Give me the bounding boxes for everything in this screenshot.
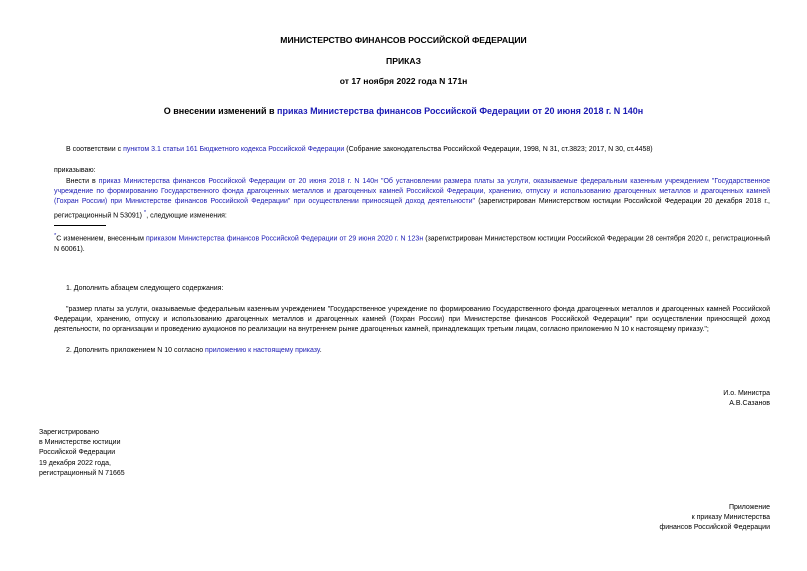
registration-block [39,428,125,479]
appendix-line: Приложение [728,504,770,511]
paragraph-1: Внести в приказ Министерства финансов Российской Федерации от 20 июня 2018 г. N 140н "Об установлении размера платы за услуги, оказываемые федеральным казенным учреждением "Государственное учреждение по формированию Государственного фонда драгоценных металлов и драгоценных камней Российской Федерации, хранению, отпуску и использованию драгоценных металлов и драгоценных камней (Гохран России) при Министерстве финансов Российской Федерации" при осуществлении приносящей доход деятельности" (зарегистрирован Министерством юстиции Российской Федерации 20 декабря 2018 г., регистрационный N 53091) *, следующие изменения: [54,178,771,219]
order-title [0,106,807,116]
orders-word: приказываю: [54,167,96,174]
order-140n-link[interactable]: приказ Министерства финансов Российской Федерации от 20 июня 2018 г. N 140н "Об установлении размера платы за услуги, оказываемые федеральным казенным учреждением "Государственное учреждение по формированию Государственного фонда драгоценных металлов и драгоценных камней Российской Федерации, хранению, отпуску и использованию драгоценных металлов и драгоценных камней (Гохран России) при Министерстве финансов Российской Федерации" при осуществлении приносящей доход деятельности" [54,178,771,206]
item-1-quote: "размер платы за услуги, оказываемые федеральным казенным учреждением "Государственное учреждение по формированию Государственного фонда драгоценных металлов и драгоценных камней Российской Федерации, хранению, отпуску и использованию драгоценных металлов и драгоценных камней (Гохран России) при Министерстве финансов Российской Федерации" при осуществлении приносящей доход деятельности, по организации и проведению аукционов по реализации на внутреннем рынке драгоценных камней, принадлежащих третьим лицам, согласно приложению N 10 к настоящему приказу."; [54,306,770,334]
title-prefix: О внесении изменений в [163,106,278,116]
registration-line: регистрационный N 71665 [39,469,125,477]
order-date-number: от 17 ноября 2022 года N 171н [339,76,468,86]
item-2: 2. Дополнить приложением N 10 согласно приложению к настоящему приказу. [66,347,322,354]
document-type: ПРИКАЗ [386,56,421,66]
registration-line: Зарегистрировано [39,429,99,436]
registration-line: Российской Федерации [39,449,116,457]
registration-line: 19 декабря 2022 года, [39,459,111,467]
appendix-line: финансов Российской Федерации [659,524,770,532]
appendix-link[interactable]: приложению к настоящему приказу [205,347,320,354]
appendix-block [659,503,770,534]
footnote-mark[interactable]: * [54,233,57,239]
signatory-position: И.о. Министра [723,390,770,397]
footnote-mark-link[interactable]: * [143,209,147,216]
item-1: 1. Дополнить абзацем следующего содержания: [66,285,224,292]
footnote: *С изменением, внесенным приказом Министерства финансов Российской Федерации от 29 июня 2020 г. N 123н (зарегистрирован Министерством юстиции Российской Федерации 28 сентября 2020 г., регистрационный N 60061). [54,233,770,253]
ministry-heading: МИНИСТЕРСТВО ФИНАНСОВ РОССИЙСКОЙ ФЕДЕРАЦИИ [280,35,527,45]
signatory-name: А.В.Сазанов [729,400,770,408]
registration-line: в Министерстве юстиции [39,439,121,447]
title-link-order-140n[interactable]: приказ Министерства финансов Российской Федерации от 20 июня 2018 г. N 140н [277,106,644,116]
signature-block [723,389,770,409]
footnote-divider [54,225,106,226]
preamble: В соответствии с пунктом 3.1 статьи 161 Бюджетного кодекса Российской Федерации (Собрание законодательства Российской Федерации, 1998, N 31, ст.3823; 2017, N 30, ст.4458) [66,146,653,153]
appendix-line: к приказу Министерства [691,514,770,522]
budget-code-link[interactable]: пунктом 3.1 статьи 161 Бюджетного кодекса Российской Федерации [123,146,345,153]
order-123n-link[interactable]: приказом Министерства финансов Российской Федерации от 29 июня 2020 г. N 123н [145,235,424,243]
